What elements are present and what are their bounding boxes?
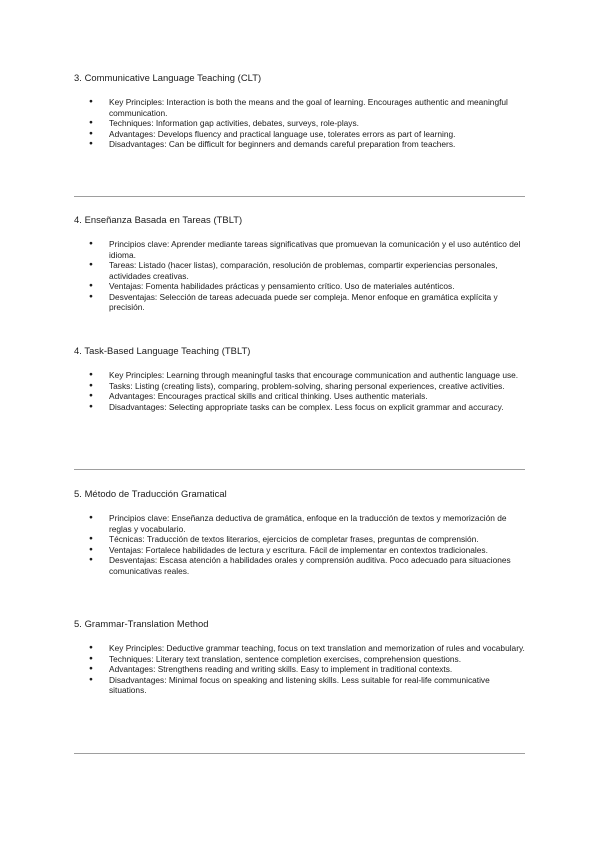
list-item: ● Key Principles: Interaction is both the means and the goal of learning. Encourages authentic and meaningful communication. bbox=[74, 97, 526, 118]
list-item: ● Desventajas: Selección de tareas adecuada puede ser compleja. Menor enfoque en gramática explícita y precisión. bbox=[74, 292, 526, 313]
list-item: ● Principios clave: Enseñanza deductiva de gramática, enfoque en la traducción de textos y memorización de reglas y vocabulario. bbox=[74, 513, 526, 534]
section-clt bbox=[74, 72, 526, 150]
list-item: ● Ventajas: Fomenta habilidades prácticas y pensamiento crítico. Uso de materiales auténticos. bbox=[74, 281, 526, 292]
list-item: ● Tasks: Listing (creating lists), comparing, problem-solving, sharing personal experiences, creative activities. bbox=[74, 381, 526, 392]
list-item: ● Ventajas: Fortalece habilidades de lectura y escritura. Fácil de implementar en contextos tradicionales. bbox=[74, 545, 526, 556]
section-divider bbox=[74, 196, 525, 197]
section-heading: 5. Método de Traducción Gramatical bbox=[74, 488, 227, 499]
section-divider bbox=[74, 753, 525, 754]
list-item: ● Advantages: Encourages practical skills and critical thinking. Uses authentic materials. bbox=[74, 391, 526, 402]
list-item: ● Key Principles: Deductive grammar teaching, focus on text translation and memorization of rules and vocabulary. bbox=[74, 643, 526, 654]
section-heading: 4. Task-Based Language Teaching (TBLT) bbox=[74, 345, 251, 356]
list-item: ● Disadvantages: Selecting appropriate tasks can be complex. Less focus on explicit grammar and accuracy. bbox=[74, 402, 526, 413]
bullet-list bbox=[74, 643, 526, 696]
section-tblt-en bbox=[74, 345, 526, 412]
list-item: ● Desventajas: Escasa atención a habilidades orales y comprensión auditiva. Poco adecuado para situaciones comunicativas reales. bbox=[74, 555, 526, 576]
list-item: ● Principios clave: Aprender mediante tareas significativas que promuevan la comunicación y el uso auténtico del idioma. bbox=[74, 239, 526, 260]
list-item: ● Técnicas: Traducción de textos literarios, ejercicios de completar frases, preguntas de comprensión. bbox=[74, 534, 526, 545]
list-item: ● Advantages: Strengthens reading and writing skills. Easy to implement in traditional contexts. bbox=[74, 664, 526, 675]
bullet-list bbox=[74, 97, 526, 150]
list-item: ● Disadvantages: Minimal focus on speaking and listening skills. Less suitable for real-life communicative situations. bbox=[74, 675, 526, 696]
list-item: ● Disadvantages: Can be difficult for beginners and demands careful preparation from teachers. bbox=[74, 139, 526, 150]
bullet-list bbox=[74, 370, 526, 412]
list-item: ● Advantages: Develops fluency and practical language use, tolerates errors as part of learning. bbox=[74, 129, 526, 140]
section-heading: 3. Communicative Language Teaching (CLT) bbox=[74, 72, 262, 83]
list-item: ● Techniques: Literary text translation, sentence completion exercises, comprehension questions. bbox=[74, 654, 526, 665]
list-item: ● Key Principles: Learning through meaningful tasks that encourage communication and authentic language use. bbox=[74, 370, 526, 381]
section-gtm-es bbox=[74, 488, 526, 576]
bullet-list bbox=[74, 513, 526, 576]
list-item: ● Techniques: Information gap activities, debates, surveys, role-plays. bbox=[74, 118, 526, 129]
list-item: ● Tareas: Listado (hacer listas), comparación, resolución de problemas, compartir experiencias personales, actividades creativas. bbox=[74, 260, 526, 281]
section-gtm-en bbox=[74, 618, 526, 696]
bullet-list bbox=[74, 239, 526, 313]
section-heading: 4. Enseñanza Basada en Tareas (TBLT) bbox=[74, 214, 243, 225]
section-heading: 5. Grammar-Translation Method bbox=[74, 618, 209, 629]
section-divider bbox=[74, 469, 525, 470]
section-tblt-es bbox=[74, 214, 526, 313]
